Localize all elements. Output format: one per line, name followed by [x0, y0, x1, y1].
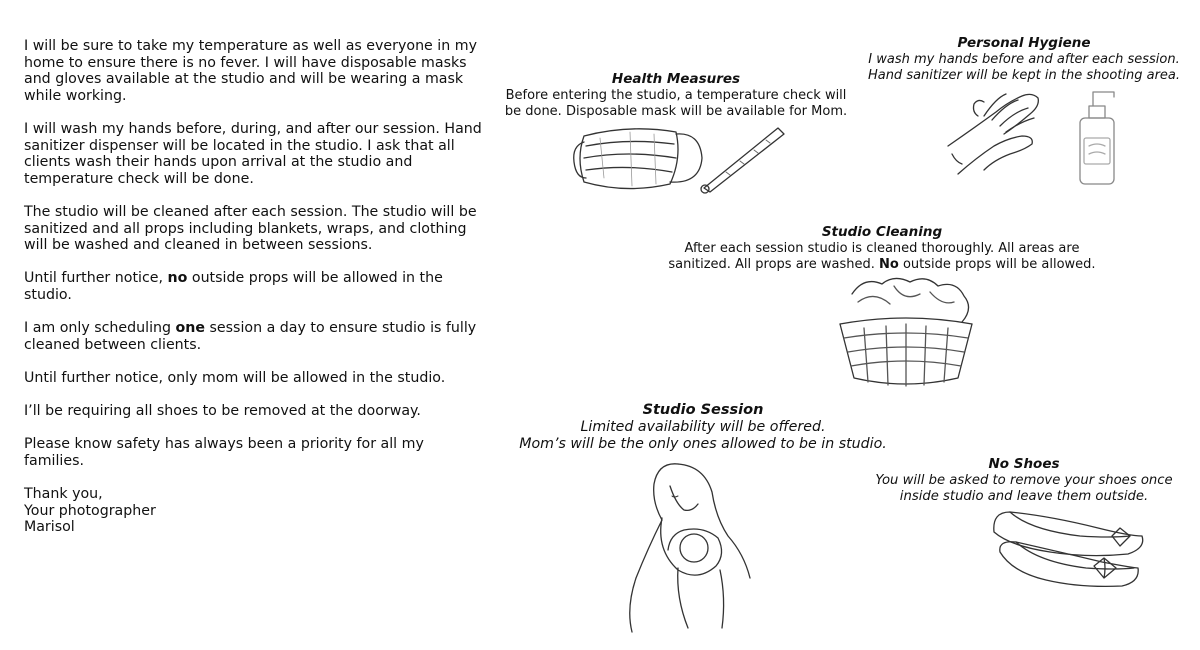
letter-paragraph-4	[24, 270, 484, 303]
session-title: Studio Session	[642, 402, 764, 418]
p5-post: session a day to ensure studio is fully cleaned between clients.	[24, 320, 477, 353]
p4-bold: no	[167, 270, 188, 287]
health-body: Before entering the studio, a temperature check will be done. Disposable mask will be available for Mom.	[504, 87, 848, 119]
cleaning-title: Studio Cleaning	[821, 224, 943, 240]
mother-baby-icon	[618, 458, 760, 634]
hand-washing-icon	[944, 84, 1044, 184]
cleaning-body-pre: After each session studio is cleaned thoroughly. All areas are sanitized. All props are washed.	[668, 240, 1080, 272]
face-mask-icon	[570, 118, 705, 196]
p4-pre: Until further notice,	[24, 270, 168, 287]
cleaning-body-post: outside props will be allowed.	[898, 257, 1096, 272]
letter-text	[24, 38, 484, 536]
letter-signature	[24, 486, 484, 536]
letter-paragraph-2: I will wash my hands before, during, and after our session. Hand sanitizer dispenser will be located in the studio. I ask that all clients wash their hands upon arrival at the studio and temperature check will be done.	[24, 120, 482, 187]
health-measures-section	[498, 71, 854, 121]
cleaning-body	[660, 241, 1104, 274]
letter-paragraph-5	[24, 320, 484, 353]
personal-hygiene-section	[862, 35, 1186, 85]
shoes-body: You will be asked to remove your shoes once inside studio and leave them outside.	[875, 472, 1173, 504]
closing: Thank you,	[24, 486, 103, 503]
shoes-title: No Shoes	[988, 456, 1060, 472]
session-line-2: Mom’s will be the only ones allowed to be in studio.	[519, 436, 887, 452]
p5-bold: one	[175, 320, 206, 337]
letter-paragraph-8: Please know safety has always been a priority for all my families.	[24, 436, 424, 469]
laundry-basket-icon	[834, 272, 978, 392]
signature-line-2: Marisol	[24, 519, 75, 536]
session-line-1: Limited availability will be offered.	[580, 419, 826, 435]
no-shoes-section	[870, 456, 1178, 506]
thermometer-icon	[696, 122, 790, 194]
hygiene-body: I wash my hands before and after each session. Hand sanitizer will be kept in the shooting area.	[867, 51, 1181, 83]
cleaning-body-bold: No	[879, 257, 899, 272]
studio-session-section	[506, 402, 900, 453]
flat-shoes-icon	[990, 506, 1148, 592]
letter-paragraph-6: Until further notice, only mom will be allowed in the studio.	[24, 369, 446, 386]
signature-line-1: Your photographer	[24, 502, 156, 519]
hygiene-title: Personal Hygiene	[957, 35, 1091, 51]
p4-post: outside props will be allowed in the studio.	[24, 270, 443, 303]
letter-paragraph-3: The studio will be cleaned after each session. The studio will be sanitized and all props including blankets, wraps, and clothing will be washed and cleaned in between sessions.	[24, 203, 477, 254]
studio-cleaning-section	[660, 224, 1104, 274]
letter-paragraph-7: I’ll be requiring all shoes to be removed at the doorway.	[24, 403, 421, 420]
sanitizer-bottle-icon	[1070, 84, 1124, 188]
letter-paragraph-1: I will be sure to take my temperature as well as everyone in my home to ensure there is no fever. I will have disposable masks and gloves available at the studio and will be wearing a mask while working.	[24, 38, 477, 104]
p5-pre: I am only scheduling	[24, 320, 176, 337]
health-title: Health Measures	[611, 71, 741, 87]
